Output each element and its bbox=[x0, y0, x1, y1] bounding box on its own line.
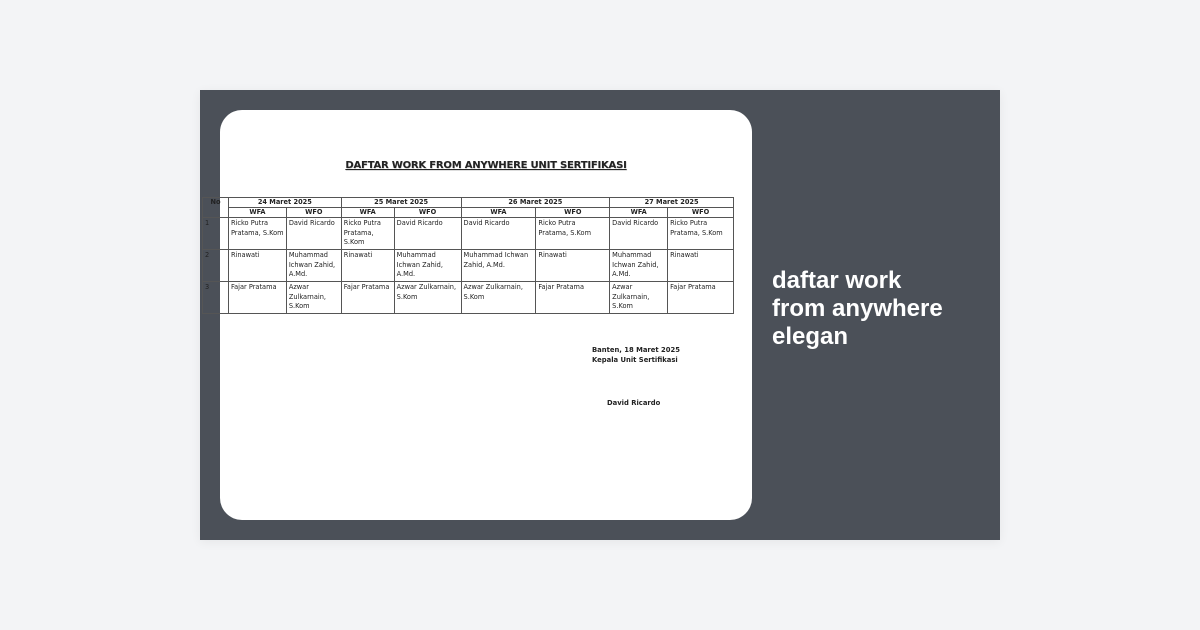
table-cell: Ricko Putra Pratama, S.Kom bbox=[228, 218, 286, 250]
table-cell: Muhammad Ichwan Zahid, A.Md. bbox=[286, 250, 341, 282]
table-cell: Muhammad Ichwan Zahid, A.Md. bbox=[461, 250, 536, 282]
mode-header: WFO bbox=[286, 208, 341, 218]
table-cell: Fajar Pratama bbox=[341, 282, 394, 314]
row-number: 1 bbox=[203, 218, 229, 250]
table-cell: Rinawati bbox=[536, 250, 610, 282]
mode-header: WFA bbox=[341, 208, 394, 218]
mode-header: WFO bbox=[536, 208, 610, 218]
table-cell: Azwar Zulkarnain, S.Kom bbox=[286, 282, 341, 314]
mode-header: WFO bbox=[668, 208, 734, 218]
mode-header: WFA bbox=[228, 208, 286, 218]
table-cell: David Ricardo bbox=[286, 218, 341, 250]
document-preview bbox=[205, 110, 752, 520]
table-cell: Muhammad Ichwan Zahid, A.Md. bbox=[610, 250, 668, 282]
caption-line: from anywhere bbox=[772, 295, 943, 322]
mode-header: WFA bbox=[610, 208, 668, 218]
table-cell: Ricko Putra Pratama, S.Kom bbox=[668, 218, 734, 250]
table-cell: Muhammad Ichwan Zahid, A.Md. bbox=[394, 250, 461, 282]
date-header: 26 Maret 2025 bbox=[461, 198, 610, 208]
table-cell: Azwar Zulkarnain, S.Kom bbox=[461, 282, 536, 314]
table-cell: Ricko Putra Pratama, S.Kom bbox=[536, 218, 610, 250]
date-header: 24 Maret 2025 bbox=[228, 198, 341, 208]
date-header-row bbox=[203, 198, 734, 208]
table-cell: Rinawati bbox=[668, 250, 734, 282]
date-header: 25 Maret 2025 bbox=[341, 198, 461, 208]
caption-line: daftar work bbox=[772, 267, 902, 294]
table-cell: Fajar Pratama bbox=[668, 282, 734, 314]
number-header: No bbox=[203, 198, 229, 218]
document-title: DAFTAR WORK FROM ANYWHERE UNIT SERTIFIKASI bbox=[345, 160, 627, 171]
row-number: 3 bbox=[203, 282, 229, 314]
table-cell: Azwar Zulkarnain, S.Kom bbox=[610, 282, 668, 314]
caption-line: elegan bbox=[772, 323, 849, 350]
place-date: Banten, 18 Maret 2025 bbox=[592, 346, 680, 354]
table-cell: Rinawati bbox=[228, 250, 286, 282]
date-header: 27 Maret 2025 bbox=[610, 198, 734, 208]
table-cell: Fajar Pratama bbox=[536, 282, 610, 314]
table-cell: Ricko Putra Pratama, S.Kom bbox=[341, 218, 394, 250]
table-cell: David Ricardo bbox=[394, 218, 461, 250]
schedule-table bbox=[202, 197, 734, 314]
mode-header-row bbox=[203, 208, 734, 218]
signer-name: David Ricardo bbox=[607, 399, 661, 407]
caption-heading bbox=[772, 267, 982, 351]
table-cell: Azwar Zulkarnain, S.Kom bbox=[394, 282, 461, 314]
signature-block bbox=[592, 345, 680, 365]
table-row bbox=[203, 250, 734, 282]
mode-header: WFO bbox=[394, 208, 461, 218]
mode-header: WFA bbox=[461, 208, 536, 218]
preview-card bbox=[200, 90, 1000, 540]
table-cell: Fajar Pratama bbox=[228, 282, 286, 314]
signer-position: Kepala Unit Sertifikasi bbox=[592, 356, 678, 364]
table-row bbox=[203, 218, 734, 250]
table-row bbox=[203, 282, 734, 314]
row-number: 2 bbox=[203, 250, 229, 282]
table-cell: David Ricardo bbox=[461, 218, 536, 250]
table-cell: David Ricardo bbox=[610, 218, 668, 250]
table-cell: Rinawati bbox=[341, 250, 394, 282]
